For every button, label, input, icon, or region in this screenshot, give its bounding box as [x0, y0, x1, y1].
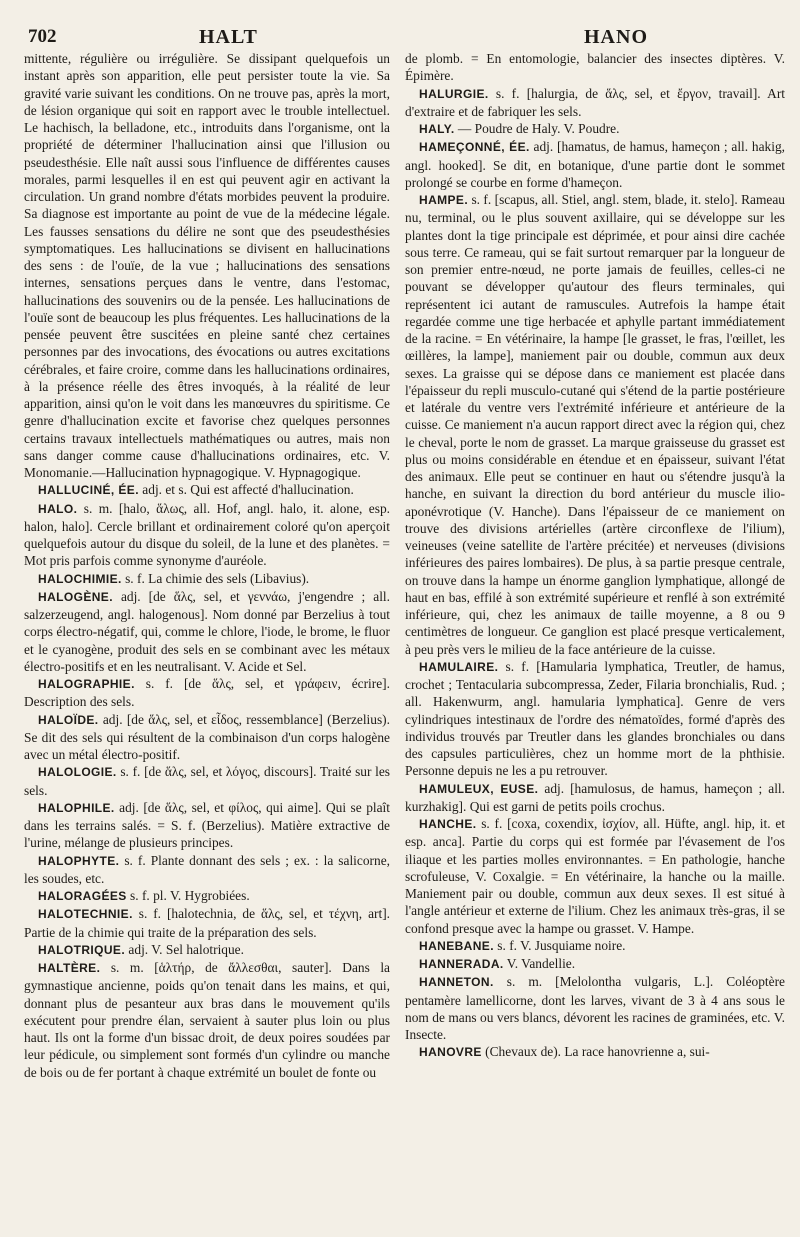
entry-definition: s. m. [halo, ἅλως, all. Hof, angl. halo, it. alone, esp. halon, halo]. Cercle brillant et ordinairement coloré qu'on aperçoit quelquefois autour du disque du soleil, de la lune et des planètes. = Mot pris parfois comme synonyme d'auréole. — [24, 500, 390, 569]
entry-headword: HANNETON. — [419, 975, 494, 990]
entry-headword: HALTÈRE. — [38, 961, 101, 975]
dictionary-entry — [24, 852, 390, 888]
dictionary-entry — [405, 780, 785, 816]
entry-definition: s. f. [scapus, all. Stiel, angl. stem, blade, it. stelo]. Rameau nu, terminal, ou le plus souvent axillaire, qui se développe sur les plantes dont la tige principale est déprimée, et pour ainsi dire cachée sous terre. Ce rameau, qui se fait surtout remarquer par la longueur de son premier entre-nœud, ne porte jamais de feuilles, celles-ci ne pouvant se développer qu'autour des fleurs terminales, qui représentent ici autant de ramuscules. Autrefois la hampe était regardée comme une tige herbacée et aphylle partant immédiatement de la racine. = En vétérinaire, la hampe [le grasset, le fras, l'œillet, les œillères, la lampe], maniement pair ou double, commun aux deux sexes. La graisse qui se dépose dans ce maniement est placée dans l'épaisseur du repli musculo-cutané qui s'étend de la partie postérieure et latérale du ventre vers l'extrémité inférieure et antérieure de la cuisse. Ce maniement n'a aucun rapport direct avec la région qui, chez le cheval, porte le nom de grasset. La marque graisseuse du grasset est plus ou moins considérable en étendue et en épaisseur, suivant l'état des animaux. Elle peut se continuer en haut ou s'étendre jusqu'à la hanche, en suivant la direction du bord antérieur du muscle ilio-aponévrotique (V. Hanche). Dans l'épaisseur de ce maniement on trouve des divisions artérielles (artère circonflexe de l'ilium), veineuses (veine satellite de l'artère précitée) et nerveuses (divisions inférieures des paires lombaires). De plus, à sa partie presque centrale, on trouve dans la hampe un énorme ganglion lymphatique, allongé de haut en bas, effilé à son extrémité supérieure et renflé à son extrémité inférieure, qui, chez les animaux de taille moyenne, a 8 ou 9 centimètres de longueur. Ce ganglion est placé presque verticalement, à peu près vers le milieu de la face antérieure de la cuisse. — [405, 192, 785, 657]
entry-definition: s. f. [halotechnia, de ἅλς, sel, et τέχνη, art]. Partie de la chimie qui traite de la préparation des sels. — [24, 906, 390, 940]
entry-headword: HALO. — [38, 501, 78, 516]
entry-definition: — Poudre de Haly. V. Poudre. — [454, 121, 620, 136]
entry-definition: (Chevaux de). La race hanovrienne a, sui- — [481, 1044, 710, 1060]
entry-headword: HAMEÇONNÉ, ÉE. — [419, 140, 530, 155]
entry-definition: de plomb. = En entomologie, balancier des insectes diptères. V. Épimère. — [405, 51, 785, 84]
entry-headword: HALLUCINÉ, ÉE. — [38, 483, 139, 498]
entry-headword: HAMULAIRE. — [419, 659, 499, 674]
entry-definition: s. f. V. Jusquiame noire. — [493, 937, 626, 953]
entry-definition: adj. [hamulosus, de hamus, hameçon ; all. kurzhakig]. Qui est garni de petits poils crochus. — [405, 780, 785, 814]
entry-headword: HALOÏDE. — [38, 712, 99, 727]
dictionary-entry — [24, 500, 390, 570]
entry-definition: s. f. [halurgia, de ἅλς, sel, et ἔργον, travail]. Art d'extraire et de fabriquer les sels. — [405, 85, 785, 119]
dictionary-entry — [24, 905, 390, 941]
entry-definition: adj. [de ἅλς, sel, et φίλος, qui aime]. Qui se plaît dans les terrains salés. = S. f. (Berzelius). Matière extractive de l'urine, mélange de plusieurs principes. — [24, 799, 390, 851]
entry-definition: adj. [hamatus, de hamus, hameçon ; all. hakig, angl. hooked]. Se dit, en botanique, d'une partie dont le sommet prolongé se courbe en forme d'hameçon. — [405, 139, 785, 190]
running-head-left: HALT — [199, 26, 258, 48]
entry-headword: HALORAGÉES — [38, 889, 127, 903]
entry-definition: adj. V. Sel halotrique. — [125, 941, 244, 957]
dictionary-entry — [24, 959, 390, 1081]
entry-headword: HALURGIE. — [419, 86, 489, 101]
dictionary-entry — [405, 658, 785, 780]
page-header — [24, 26, 790, 52]
entry-definition: V. Vandellie. — [503, 956, 576, 971]
entry-definition: s. f. Plante donnant des sels ; ex. : la salicorne, les soudes, etc. — [24, 852, 390, 886]
entry-definition: s. m. [Melolontha vulgaris, L.]. Coléoptère pentamère lamellicorne, dont les larves, vivant de 3 à 4 ans sous le nom de mans ou vers blancs, dévorent les racines de graminées, etc. V. Insecte. — [405, 974, 785, 1042]
dictionary-entry — [24, 887, 390, 905]
entry-definition: s. f. La chimie des sels (Libavius). — [121, 570, 310, 586]
entry-headword: HALOLOGIE. — [38, 765, 117, 780]
dictionary-entry — [405, 191, 785, 658]
entry-headword: HALOGRAPHIE. — [38, 677, 135, 691]
dictionary-entry — [24, 481, 390, 499]
right-column — [405, 50, 785, 1230]
entry-headword: HANNERADA. — [419, 957, 504, 971]
continued-text — [24, 50, 390, 481]
entry-headword: HALY. — [419, 122, 455, 136]
dictionary-entry — [24, 941, 390, 959]
entry-headword: HAMPE. — [419, 193, 469, 207]
dictionary-entry — [405, 138, 785, 191]
entry-headword: HALOPHILE. — [38, 800, 115, 815]
dictionary-entry — [405, 973, 785, 1043]
entry-definition: adj. [de ἅλς, sel, et γεννάω, j'engendre ; all. salzerzeugend, angl. halogenous]. Nom donné par Berzelius à tout corps électro-négatif, qui, comme le chlore, l'iode, le brome, le fluor et le cyanogène, produit des sels en se combinant avec les métaux électro-positifs et en les neutralisant. V. Acide et Sel. — [24, 588, 390, 674]
dictionary-entry — [405, 955, 785, 973]
dictionary-entry — [24, 675, 390, 711]
dictionary-entry — [24, 763, 390, 799]
entry-definition: adj. [de ἅλς, sel, et εἶδος, ressemblance] (Berzelius). Se dit des sels qui résultent de la combinaison d'un corps halogène avec un métal électro-positif. — [24, 711, 390, 762]
left-column — [24, 50, 390, 1230]
dictionary-entry — [405, 937, 785, 955]
entry-definition: mittente, régulière ou irrégulière. Se dissipant quelquefois un instant après son apparition, elle peut persister toute la vie. Sa gravité varie suivant les conditions. On ne trouve pas, après la mort, de lésion organique qui soit en rapport avec le trouble intellectuel. Le hachisch, la belladone, etc., introduits dans l'organisme, ont la propriété de déterminer l'hallucination ainsi que l'illusion ou pseudesthésie. Elle naît aussi sous l'influence de différentes causes morales, parmi lesquelles il en est qui peuvent agir en activant la circulation. Un grand nombre d'états morbides peuvent la produire. Sa diagnose est importante au point de vue de la médecine légale. Les fausses sensations du délire ne sont que des pseudesthésies symptomatiques. Les hallucinations se divisent en hallucinations des sens : de l'ouïe, de la vue ; hallucinations des sensations internes, sensations perçues dans le ventre, dans l'estomac, hallucinations des souvenirs ou de la pensée. Les hallucinations de l'ouïe sont de beaucoup les plus fréquentes. Les hallucinations de la pensée peuvent être suscitées en pleine santé chez certaines personnes par des invocations, des évocations ou autres excitations cérébrales, et faire croire, comme dans les hallucinations ordinaires, à la présence réelle des êtres invoqués, à la réalité de leur apparition, ainsi qu'on le voit dans les manœuvres du spiritisme. Ce genre d'hallucination excite et favorise chez quelques personnes certains travaux intellectuels mathématiques ou autres, mais non sans danger comme cause d'hallucinations ordinaires, etc. V. Monomanie.—Hallucination hypnagogique. V. Hypnagogique. — [24, 51, 390, 480]
dictionary-entry — [405, 120, 785, 138]
entry-definition: s. m. [ἁλτήρ, de ἄλλεσθαι, sauter]. Dans la gymnastique ancienne, poids qu'on tenait dans les mains, et qui, donnant plus de pesanteur aux bras dans le mouvement qu'ils exécutent pour prendre élan, servaient à sauter plus loin ou plus haut. Ils ont la forme d'un bissac droit, de deux poires soudées par leur pédicule, ou simplement sont formés d'un cylindre ou manche de bois ou de fer portant à chaque extrémité un boulet de fonte ou — [24, 960, 390, 1080]
entry-headword: HAMULEUX, EUSE. — [419, 781, 539, 796]
dictionary-entry — [24, 711, 390, 764]
entry-headword: HALOTRIQUE. — [38, 942, 126, 957]
running-head-right: HANO — [584, 26, 648, 48]
dictionary-entry — [24, 570, 390, 588]
dictionary-entry — [405, 85, 785, 121]
page-number: 702 — [28, 26, 57, 47]
entry-definition: s. f. [Hamularia lymphatica, Treutler, de hamus, crochet ; Tentacularia subcompressa, Zeder, Filaria bronchialis, Rud. ; all. Hakenwurm, angl. hamularia lymphatica]. Genre de vers cylindriques intestinaux de l'ordre des nématoïdes, formé d'après des individus trouvés par Treutler dans les glandes bronchiales ou dans des capsules particulières, chez un homme mort de la phthisie. Personne depuis ne les a pu retrouver. — [405, 658, 785, 779]
entry-headword: HALOGÈNE. — [38, 589, 113, 604]
entry-definition: adj. et s. Qui est affecté d'hallucination. — [138, 482, 354, 498]
entry-definition: s. f. pl. V. Hygrobiées. — [126, 888, 250, 903]
entry-definition: s. f. [de ἅλς, sel, et γράφειν, écrire]. Description des sels. — [24, 676, 390, 710]
entry-headword: HALOCHIMIE. — [38, 571, 122, 586]
entry-headword: HANEBANE. — [419, 938, 494, 953]
entry-headword: HANCHE. — [419, 817, 477, 831]
dictionary-entry — [24, 799, 390, 852]
entry-headword: HALOPHYTE. — [38, 853, 120, 868]
entry-headword: HALOTECHNIE. — [38, 907, 133, 922]
entry-headword: HANOVRE — [419, 1045, 482, 1060]
continued-text — [405, 50, 785, 85]
dictionary-entry — [24, 588, 390, 675]
dictionary-entry — [405, 1043, 785, 1061]
dictionary-entry — [405, 815, 785, 937]
entry-definition: s. f. [coxa, coxendix, ἰσχίον, all. Hüfte, angl. hip, it. et esp. anca]. Partie du corps qui est formée par l'évasement de l'os iliaque et les parties molles environnantes. = En pathologie, hanche scrofuleuse, V. Coxalgie. = En vétérinaire, la hanche ou la maille. Maniement pair ou double, commun aux deux sexes. Il est situé à l'angle antérieur et externe de l'ilium. Chez les animaux très-gras, il se confond presque avec la hampe ou grasset. V. Hampe. — [405, 816, 785, 936]
entry-definition: s. f. [de ἅλς, sel, et λόγος, discours]. Traité sur les sels. — [24, 764, 390, 798]
